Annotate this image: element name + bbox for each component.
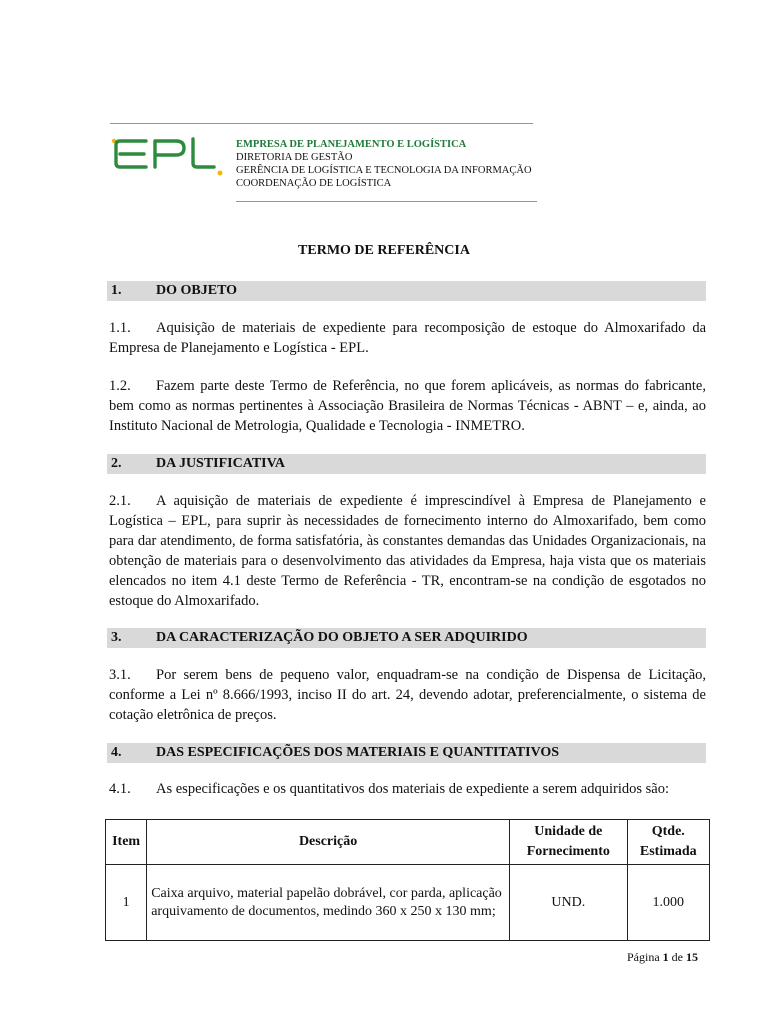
paragraph-3-1 (109, 665, 706, 725)
section-heading-2 (107, 454, 706, 474)
page-footer (627, 950, 698, 965)
section-number: 4. (111, 745, 122, 760)
cell-quantity: 1.000 (627, 865, 709, 941)
paragraph-text: Aquisição de materiais de expediente para recomposição de estoque do Almoxarifado da Empresa de Planejamento e Logística - EPL. (109, 320, 706, 356)
footer-total-pages: 15 (686, 950, 698, 964)
materials-table (105, 819, 710, 941)
table-header-row (106, 820, 710, 865)
section-title: DA CARACTERIZAÇÃO DO OBJETO A SER ADQUIRIDO (156, 630, 528, 645)
header-unit: Unidade de Fornecimento (510, 820, 628, 865)
section-title: DA JUSTIFICATIVA (156, 456, 286, 471)
cell-item: 1 (106, 865, 147, 941)
paragraph-number: 4.1. (109, 781, 131, 797)
section-number: 1. (111, 283, 122, 298)
cell-unit: UND. (510, 865, 628, 941)
paragraph-text: Por serem bens de pequeno valor, enquadram-se na condição de Dispensa de Licitação, conforme a Lei nº 8.666/1993, inciso II do art. 24, devendo adotar, preferencialmente, o sistema de cotação eletrônica de preços. (109, 667, 706, 723)
section-heading-4 (107, 743, 706, 763)
section-title: DAS ESPECIFICAÇÕES DOS MATERIAIS E QUANTITATIVOS (156, 745, 560, 760)
paragraph-number: 1.1. (109, 320, 131, 336)
paragraph-text: Fazem parte deste Termo de Referência, no que forem aplicáveis, as normas do fabricante, bem como as normas pertinentes à Associação Brasileira de Normas Técnicas - ABNT – e, ainda, ao Instituto Nacional de Metrologia, Qualidade e Tecnologia - INMETRO. (109, 378, 706, 434)
cell-description: Caixa arquivo, material papelão dobrável, cor parda, aplicação arquivamento de documentos, medindo 360 x 250 x 130 mm; (147, 865, 510, 941)
section-heading-1 (107, 281, 706, 301)
paragraph-number: 2.1. (109, 493, 131, 509)
table-row (106, 865, 710, 941)
section-heading-3 (107, 628, 706, 648)
footer-separator: de (671, 950, 683, 964)
organization-block (236, 138, 532, 190)
header-quantity: Qtde. Estimada (627, 820, 709, 865)
footer-label: Página (627, 950, 660, 964)
paragraph-number: 3.1. (109, 667, 131, 683)
paragraph-number: 1.2. (109, 378, 131, 394)
header-item: Item (106, 820, 147, 865)
header-description: Descrição (147, 820, 510, 865)
section-number: 2. (111, 456, 122, 471)
section-number: 3. (111, 630, 122, 645)
org-line-directorate: DIRETORIA DE GESTÃO (236, 152, 353, 163)
paragraph-text: A aquisição de materiais de expediente é imprescindível à Empresa de Planejamento e Logística – EPL, para suprir às necessidades de fornecimento interno do Almoxarifado, bem como para dar atendimento, de forma satisfatória, às constantes demandas das Unidades Organizacionais, na obtenção de materiais para o desenvolvimento das atividades da Empresa, haja vista que os materiais elencados no item 4.1 deste Termo de Referência - TR, encontram-se na condição de esgotados no estoque do Almoxarifado. (109, 493, 706, 609)
paragraph-2-1 (109, 491, 706, 611)
paragraph-text: As especificações e os quantitativos dos materiais de expediente a serem adquiridos são: (156, 781, 669, 797)
footer-page-number: 1 (662, 950, 669, 964)
document-title: TERMO DE REFERÊNCIA (298, 243, 470, 258)
paragraph-4-1 (109, 779, 706, 799)
epl-logo (110, 133, 226, 181)
paragraph-1-1 (109, 318, 706, 358)
org-name: EMPRESA DE PLANEJAMENTO E LOGÍSTICA (236, 139, 467, 150)
section-title: DO OBJETO (156, 283, 238, 298)
header-rule-bottom (236, 201, 537, 202)
org-line-coordination: COORDENAÇÃO DE LOGÍSTICA (236, 178, 392, 189)
org-line-management: GERÊNCIA DE LOGÍSTICA E TECNOLOGIA DA INFORMAÇÃO (236, 165, 532, 176)
header-rule-top (110, 123, 533, 124)
paragraph-1-2 (109, 376, 706, 436)
